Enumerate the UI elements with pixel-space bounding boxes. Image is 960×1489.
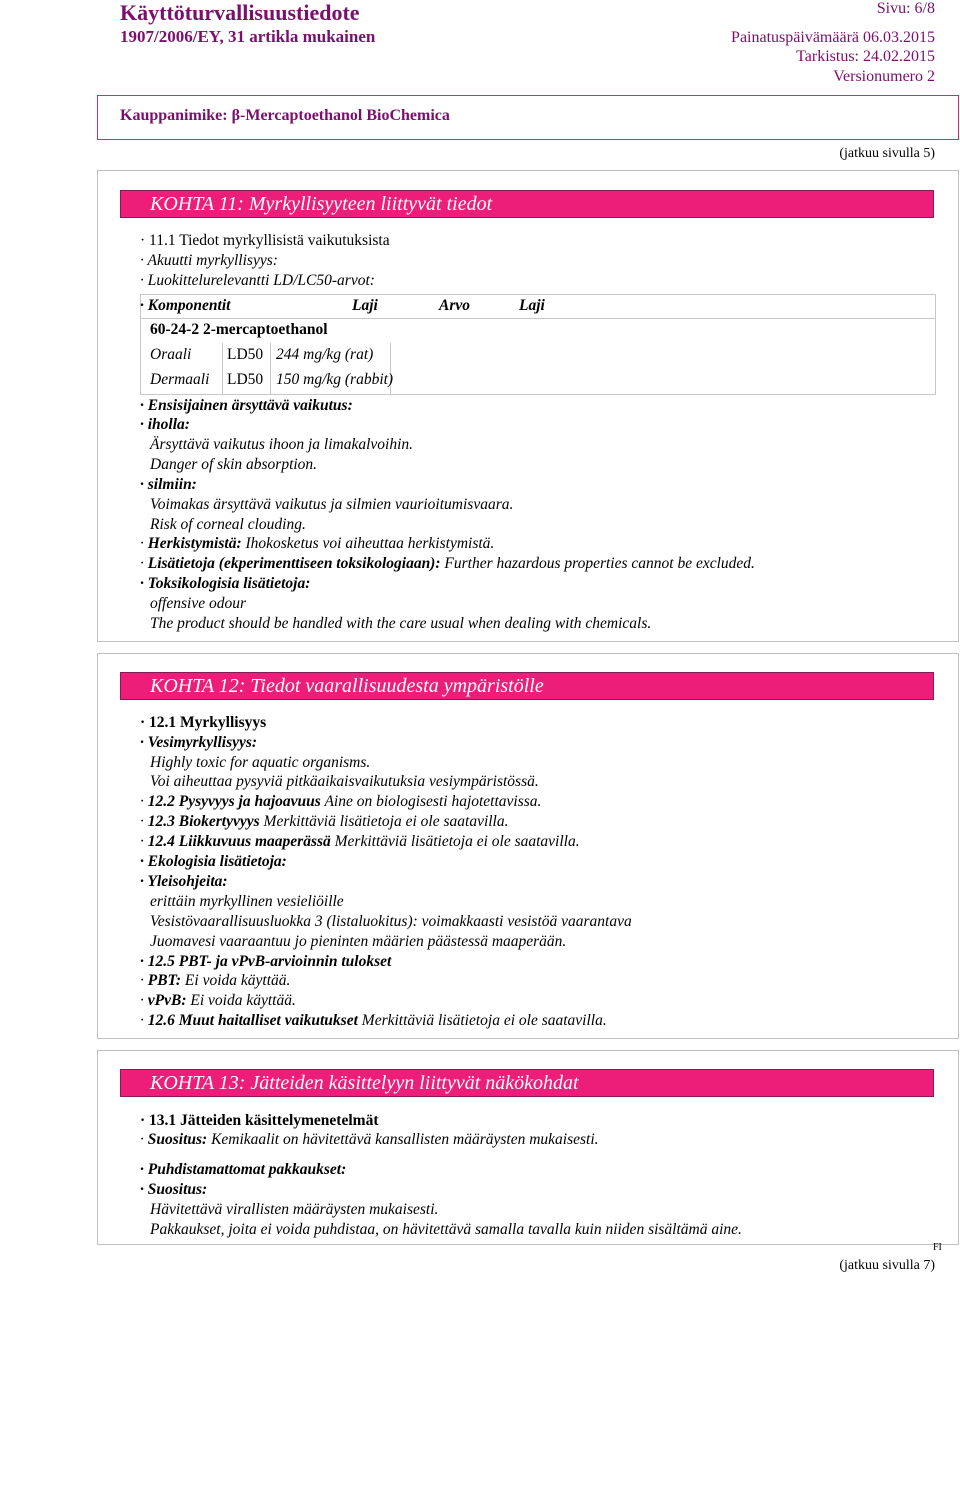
general-text-2: Vesistövaarallisuusluokka 3 (listaluokitus): voimakkaasti vesistöä vaarantava [150,913,632,930]
substance-name: 60-24-2 2-mercaptoethanol [150,321,328,338]
print-date: Painatuspäivämäärä 06.03.2015 [731,29,935,46]
s12-3-line: · 12.3 Biokertyvyys Merkittäviä lisätietoja ei ole saatavilla. [140,813,509,830]
version-number: Versionumero 2 [833,68,935,85]
general-text-1: erittäin myrkyllinen vesieliöille [150,893,344,910]
section-12-title: KOHTA 12: Tiedot vaarallisuudesta ympäristölle [150,675,544,697]
type-oral: LD50 [227,346,264,363]
acute-toxicity-heading: · Akuutti myrkyllisyys: [140,252,278,269]
irritant-heading: · Ensisijainen ärsyttävä vaikutus: [140,397,353,414]
s12-2-line: · 12.2 Pysyvyys ja hajoavuus Aine on biologisesti hajotettavissa. [140,793,542,810]
continued-from: (jatkuu sivulla 5) [839,146,935,161]
value-dermal: 150 mg/kg (rabbit) [276,371,394,388]
aquatic-heading: · Vesimyrkyllisyys: [140,734,258,751]
toxicology-heading: · Toksikologisia lisätietoja: [140,575,311,592]
aquatic-text-1: Highly toxic for aquatic organisms. [150,754,371,771]
page-number: Sivu: 6/8 [876,0,935,17]
table-header-value: Arvo [439,297,470,314]
recommendation-line: · Suositus: Kemikaalit on hävitettävä kansallisten määräysten mukaisesti. [140,1131,599,1148]
recommendation-2-heading: · Suositus: [140,1181,208,1198]
regulation-reference: 1907/2006/EY, 31 artikla mukainen [120,27,376,46]
trade-name: Kauppanimike: β-Mercaptoethanol BioChemica [120,107,450,124]
toxicology-text-1: offensive odour [150,595,246,612]
s12-4-line: · 12.4 Liikkuvuus maaperässä Merkittäviä lisätietoja ei ole saatavilla. [140,833,580,850]
table-header-component: · Komponentit [140,297,231,314]
skin-heading: · iholla: [140,416,190,433]
revision-date: Tarkistus: 24.02.2015 [796,48,935,65]
section-13-banner [120,1069,934,1097]
additional-info-line: · Lisätietoja (ekperimenttiseen toksikologiaan): Further hazardous properties cannot be excluded. [140,555,755,572]
route-dermal: Dermaali [150,371,210,388]
recommendation-2-text-1: Hävitettävä virallisten määräysten mukaisesti. [150,1201,439,1218]
eco-heading: · Ekologisia lisätietoja: [140,853,287,870]
general-heading: · Yleisohjeita: [140,873,228,890]
document-title: Käyttöturvallisuustiedote [120,0,360,25]
eyes-text-1: Voimakas ärsyttävä vaikutus ja silmien vaurioitumisvaara. [150,496,514,513]
route-oral: Oraali [150,346,192,363]
section-11-banner [120,190,934,218]
s13-1-heading: · 13.1 Jätteiden käsittelymenetelmät [140,1112,379,1129]
type-dermal: LD50 [227,371,264,388]
vpvb-line: · vPvB: Ei voida käyttää. [140,992,296,1009]
eyes-heading: · silmiin: [140,476,197,493]
skin-text-2: Danger of skin absorption. [150,456,318,473]
uncleaned-packaging-heading: · Puhdistamattomat pakkaukset: [140,1161,347,1178]
toxicology-text-2: The product should be handled with the care usual when dealing with chemicals. [150,615,652,632]
recommendation-2-text-2: Pakkaukset, joita ei voida puhdistaa, on hävitettävä samalla tavalla kuin niiden sisältämä aine. [150,1221,742,1238]
pbt-line: · PBT: Ei voida käyttää. [140,972,291,989]
ld-lc50-heading: · Luokittelurelevantti LD/LC50-arvot: [140,272,375,289]
s11-1-heading: · 11.1 Tiedot myrkyllisistä vaikutuksista [140,232,390,249]
skin-text-1: Ärsyttävä vaikutus ihoon ja limakalvoihin. [150,436,414,453]
general-text-3: Juomavesi vaaraantuu jo pieninten määrien päästessä maaperään. [150,933,567,950]
aquatic-text-2: Voi aiheuttaa pysyviä pitkäaikaisvaikutuksia vesiympäristössä. [150,773,539,790]
section-12-banner [120,672,934,700]
language-code: FI [933,1242,942,1253]
s12-6-line: · 12.6 Muut haitalliset vaikutukset Merkittäviä lisätietoja ei ole saatavilla. [140,1012,607,1029]
sensitization-line: · Herkistymistä: Ihokosketus voi aiheuttaa herkistymistä. [140,535,495,552]
value-oral: 244 mg/kg (rat) [276,346,374,363]
s12-1-heading: · 12.1 Myrkyllisyys [140,714,267,731]
continued-to: (jatkuu sivulla 7) [839,1258,935,1273]
eyes-text-2: Risk of corneal clouding. [150,516,306,533]
s12-5-heading: · 12.5 PBT- ja vPvB-arvioinnin tulokset [140,953,392,970]
section-13-title: KOHTA 13: Jätteiden käsittelyyn liittyvät näkökohdat [150,1072,579,1094]
table-header-type: Laji [352,297,378,314]
section-11-title: KOHTA 11: Myrkyllisyyteen liittyvät tiedot [150,193,493,215]
table-header-species: Laji [519,297,545,314]
